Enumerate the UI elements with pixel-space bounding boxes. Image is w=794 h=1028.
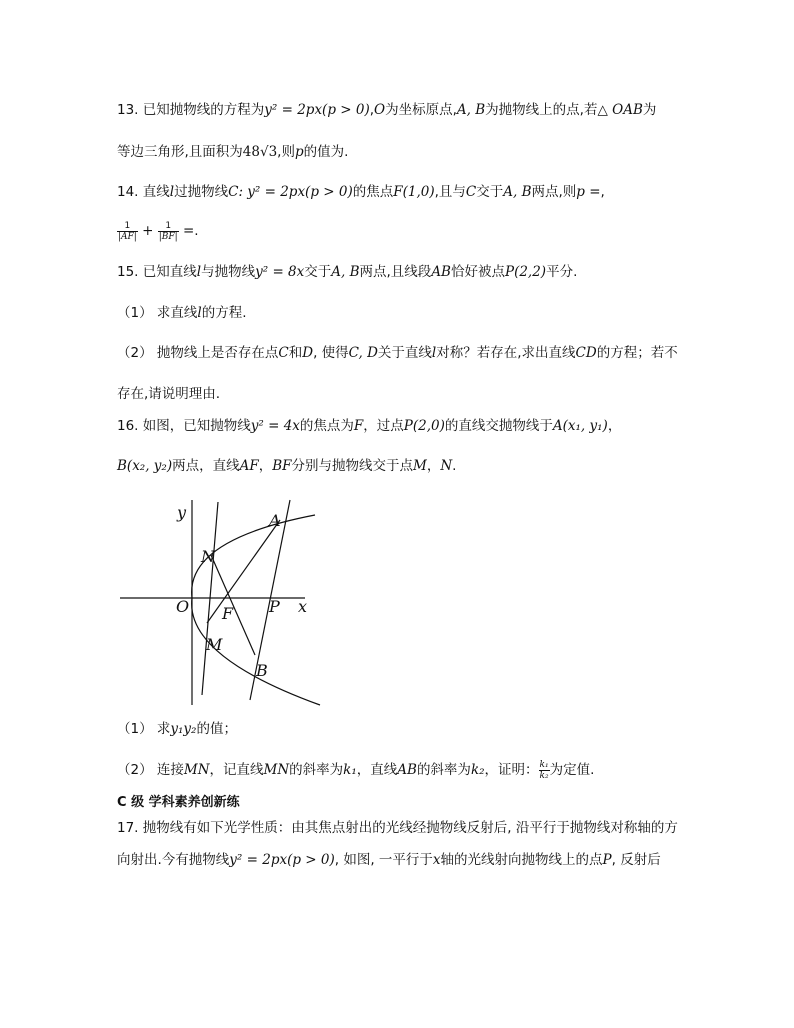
q14-line2: $\frac{1}{|AF|}$ + $\frac{1}{|BF|}$ =.	[118, 220, 199, 242]
q14-fraction-bf: $\frac{1}{|BF|}$	[158, 220, 178, 242]
label-o: O	[176, 597, 190, 616]
label-m: M	[206, 635, 223, 654]
q15-sub1-number: （1）	[117, 305, 153, 321]
q13-number: 13.	[117, 102, 139, 118]
q16-number: 16.	[117, 418, 139, 434]
q13-equation: y² = 2px(p > 0)	[264, 102, 370, 118]
label-a: A	[269, 511, 281, 530]
q15-sub2-line2: 存在,请说明理由.	[117, 386, 221, 402]
label-n: N	[201, 547, 215, 566]
q15-sub2: （2） 抛物线上是否存在点C和D, 使得C, D关于直线l对称？若存在,求出直线CD的方程；若不	[117, 345, 678, 361]
q13-area: 48√3	[242, 144, 278, 160]
q16-sub2: （2） 连接MN，记直线MN的斜率为k₁，直线AB的斜率为k₂，证明： $\frac{\text{k₁}}{\text{k₂}}$ 为定值.	[117, 759, 595, 781]
q15-number: 15.	[117, 264, 139, 280]
label-x: x	[298, 597, 308, 616]
q13-line1: 13. 已知抛物线的方程为y² = 2px(p > 0),O为坐标原点,A, B为抛物线上的点,若△ OAB为	[117, 102, 657, 118]
q16-sub2-number: （2）	[117, 762, 153, 778]
q16-equation: y² = 4x	[250, 418, 300, 434]
q14-fraction-af: $\frac{1}{|AF|}$	[118, 220, 137, 242]
q17-line2: 向射出.今有抛物线y² = 2px(p > 0), 如图, 一平行于x轴的光线射向抛物线上的点P, 反射后	[117, 852, 661, 868]
q16-line1: 16. 如图，已知抛物线y² = 4x的焦点为F，过点P(2,0)的直线交抛物线于A(x₁, y₁)，	[117, 418, 622, 434]
q15-sub2-number: （2）	[117, 345, 153, 361]
label-p: P	[269, 597, 280, 616]
label-y: y	[177, 503, 187, 522]
q15-line1: 15. 已知直线l与抛物线y² = 8x交于A, B两点,且线段AB恰好被点P(2,2)平分.	[117, 264, 578, 280]
q14-equation: C: y² = 2px(p > 0)	[228, 184, 353, 200]
q15-equation: y² = 8x	[255, 264, 305, 280]
q16-line2: B(x₂, y₂)两点，直线AF，BF分别与抛物线交于点M，N.	[117, 458, 457, 474]
label-b: B	[256, 661, 268, 680]
q14-line1: 14. 直线l过抛物线C: y² = 2px(p > 0)的焦点F(1,0),且与C交于A, B两点,则p =,	[117, 184, 605, 200]
q14-number: 14.	[117, 184, 139, 200]
q15-sub1: （1） 求直线l的方程.	[117, 305, 247, 321]
q16-sub1: （1） 求y₁y₂的值；	[117, 721, 237, 737]
section-heading: C 级 学科素养创新练	[117, 795, 240, 810]
label-f: F	[222, 604, 234, 623]
q17-line1: 17. 抛物线有如下光学性质：由其焦点射出的光线经抛物线反射后, 沿平行于抛物线对称轴的方	[117, 820, 678, 836]
q16-fraction-k: $\frac{\text{k₁}}{\text{k₂}}$	[539, 759, 549, 781]
q16-sub1-number: （1）	[117, 721, 153, 737]
q17-equation: y² = 2px(p > 0)	[229, 852, 335, 868]
q17-number: 17.	[117, 820, 139, 836]
parabola-figure	[115, 490, 325, 710]
q13-line2: 等边三角形,且面积为48√3,则p的值为.	[117, 144, 349, 160]
